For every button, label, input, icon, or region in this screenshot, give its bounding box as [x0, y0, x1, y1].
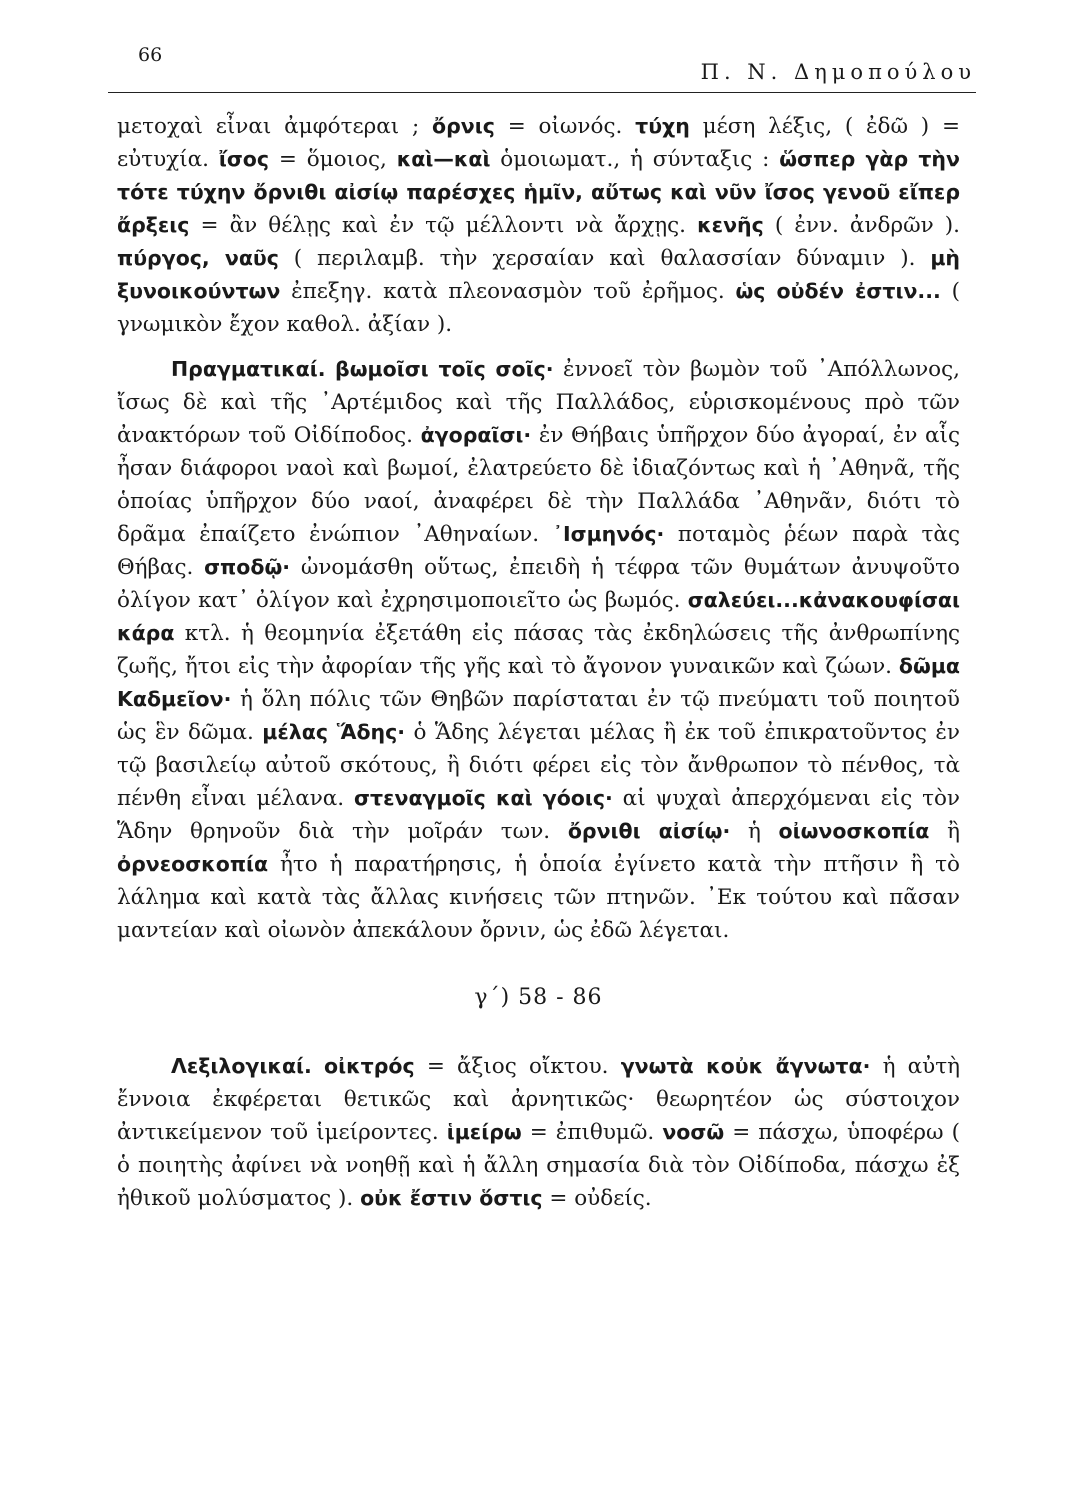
- keyword-term: ἱμείρω: [446, 1120, 522, 1144]
- keyword-term: Πραγματικαί.: [171, 357, 326, 381]
- text-run: ἡ: [730, 819, 779, 844]
- text-run: μέση λέξις, ( ἐδῶ ) = εὐτυχία.: [117, 114, 960, 172]
- text-run: ἦτο ἡ παρατήρησις, ἡ ὁποία ἐγίνετο κατὰ τὴν πτῆσιν ἢ τὸ λάλημα καὶ κατὰ τὰς ἄλλας κινήσεις τῶν πτηνῶν. ᾿Εκ τούτου καὶ πᾶσαν μαντείαν καὶ οἰωνὸν ἀπεκάλουν ὄρνιν, ὡς ἐδῶ λέγεται.: [117, 852, 960, 943]
- text-run: = ἐπιθυμῶ.: [521, 1120, 663, 1145]
- text-run: [326, 357, 336, 382]
- text-run: [312, 1054, 324, 1079]
- page-number: 66: [138, 44, 163, 66]
- running-head: Π. Ν. Δημοπούλου: [700, 60, 976, 84]
- text-run: ὁ Ἅδης λέγεται μέλας ἢ ἐκ τοῦ ἐπικρατοῦντος ἐν τῷ βασιλείῳ αὐτοῦ σκότους, ἢ διότι φέρει εἰς τὸν ἄνθρωπον τὸ πένθος, τὰ πένθη εἶναι μέλανα.: [117, 720, 960, 811]
- keyword-term: ὄρνις: [432, 114, 495, 138]
- keyword-term: βωμοῖσι τοῖς σοῖς·: [335, 357, 554, 381]
- text-run: ( περιλαμβ. τὴν χερσαίαν καὶ θαλασσίαν δύναμιν ).: [278, 246, 931, 271]
- keyword-term: οἰκτρός: [324, 1054, 415, 1078]
- text-run: ἡ ὅλη πόλις τῶν Θηβῶν παρίσταται ἐν τῷ πνεύματι τοῦ ποιητοῦ ὡς ἓν δῶμα.: [117, 687, 960, 745]
- keyword-term: καὶ—καὶ: [396, 147, 491, 171]
- keyword-term: Λεξιλογικαί.: [171, 1054, 312, 1078]
- text-run: ἡ αὐτὴ ἔννοια ἐκφέρεται θετικῶς καὶ ἀρνητικῶς· θεωρητέον ὡς σύστοιχον ἀντικείμενον τοῦ ἱμείροντες.: [117, 1054, 961, 1145]
- keyword-term: ὥσπερ γὰρ τὴν τότε τύχην ὄρνιθι αἰσίῳ παρέσχες ἡμῖν, αὔτως καὶ νῦν ἴσος γενοῦ εἴπερ ἄρξεις: [117, 147, 960, 237]
- keyword-term: τύχη: [635, 114, 690, 138]
- keyword-term: οἰωνοσκοπία: [778, 819, 930, 843]
- keyword-term: ὀρνεοσκοπία: [117, 852, 269, 876]
- keyword-term: γνωτὰ κοὐκ ἄγνωτα·: [620, 1054, 871, 1078]
- keyword-term: ἀγοραῖσι·: [420, 423, 532, 447]
- text-run: ἐν Θήβαις ὑπῆρχον δύο ἀγοραί, ἐν αἷς ἦσαν διάφοροι ναοὶ καὶ βωμοί, ἐλατρεύετο δὲ ἰδιαζόντως καὶ ἡ ᾿Αθηνᾶ, τῆς ὁποίας ὑπῆρχον δύο ναοί, ἀναφέρει δὲ τὴν Παλλάδα ᾿Αθηνᾶν, διότι τὸ δρᾶμα ἐπαίζετο ἐνώπιον ᾿Αθηναίων.: [117, 423, 960, 547]
- keyword-term: μέλας Ἅδης·: [262, 720, 406, 744]
- keyword-term: ᾿Ισμηνός·: [552, 522, 665, 546]
- page-header: [108, 44, 976, 93]
- keyword-term: πύργος, ναῦς: [117, 246, 279, 270]
- keyword-term: κενῆς: [697, 213, 764, 237]
- keyword-term: σαλεύει...κἀνακουφίσαι κάρα: [117, 588, 960, 645]
- paragraph-lexical-notes: [117, 110, 960, 341]
- text-run: ἢ: [929, 819, 960, 844]
- paragraph-factual-notes: [117, 353, 960, 947]
- text-run: ἐννοεῖ τὸν βωμὸν τοῦ ᾿Απόλλωνος, ἴσως δὲ καὶ τῆς ᾿Αρτέμιδος καὶ τῆς Παλλάδος, εὑρισκομένους πρὸ τῶν ἀνακτόρων τοῦ Οἰδίποδος.: [117, 357, 960, 448]
- keyword-term: σποδῷ·: [204, 555, 291, 579]
- text-run: ἐπεξηγ. κατὰ πλεονασμὸν τοῦ ἐρῆμος.: [280, 279, 736, 304]
- text-run: = ἂν θέλῃς καὶ ἐν τῷ μέλλοντι νὰ ἄρχῃς.: [189, 213, 698, 238]
- text-run: ( ἐνν. ἀνδρῶν ).: [763, 213, 961, 238]
- text-run: μετοχαὶ εἶναι ἀμφότεραι ;: [117, 114, 433, 139]
- text-run: ὁμοιωματ., ἡ σύνταξις :: [490, 147, 780, 172]
- text-run: = ἄξιος οἴκτου.: [414, 1054, 621, 1079]
- text-run: = ὅμοιος,: [269, 147, 397, 172]
- keyword-term: μὴ ξυνοικούντων: [117, 246, 960, 303]
- paragraph-lexical-notes-2: [117, 1050, 960, 1215]
- keyword-term: ὄρνιθι αἰσίῳ·: [567, 819, 731, 843]
- text-run: κτλ. ἡ θεομηνία ἐξετάθη εἰς πάσας τὰς ἐκδηλώσεις τῆς ἀνθρωπίνης ζωῆς, ἤτοι εἰς τὴν ἀφορίαν τῆς γῆς καὶ τὸ ἄγονον γυναικῶν καὶ ζώων.: [117, 621, 960, 679]
- page-body: [117, 110, 960, 1227]
- text-run: ὠνομάσθη οὕτως, ἐπειδὴ ἡ τέφρα τῶν θυμάτων ἀνυψοῦτο ὀλίγον κατ᾿ ὀλίγον καὶ ἐχρησιμοποιεῖτο ὡς βωμός.: [117, 555, 960, 613]
- section-title: γ΄) 58 - 86: [474, 985, 603, 1010]
- text-run: = οὐδείς.: [542, 1186, 652, 1211]
- keyword-term: οὐκ ἔστιν ὅστις: [360, 1186, 543, 1210]
- keyword-term: δῶμα Καδμεῖον·: [117, 654, 960, 711]
- text-run: = οἰωνός.: [494, 114, 636, 139]
- keyword-term: νοσῶ: [662, 1120, 725, 1144]
- text-run: αἱ ψυχαὶ ἀπερχόμεναι εἰς τὸν Ἅδην θρηνοῦν διὰ τὴν μοῖράν των.: [117, 786, 961, 844]
- keyword-term: ὡς οὐδέν ἐστιν...: [735, 279, 941, 303]
- text-run: = πάσχω, ὑποφέρω ( ὁ ποιητὴς ἀφίνει νὰ νοηθῇ καὶ ἡ ἄλλη σημασία διὰ τὸν Οἰδίποδα, πάσχω ἐξ ἠθικοῦ μολύσματος ).: [117, 1120, 960, 1211]
- text-run: ποταμὸς ῥέων παρὰ τὰς Θήβας.: [117, 522, 960, 580]
- text-run: ( γνωμικὸν ἔχον καθολ. ἀξίαν ).: [117, 279, 960, 337]
- keyword-term: ἴσος: [218, 147, 270, 171]
- keyword-term: στεναγμοῖς καὶ γόοις·: [354, 786, 613, 810]
